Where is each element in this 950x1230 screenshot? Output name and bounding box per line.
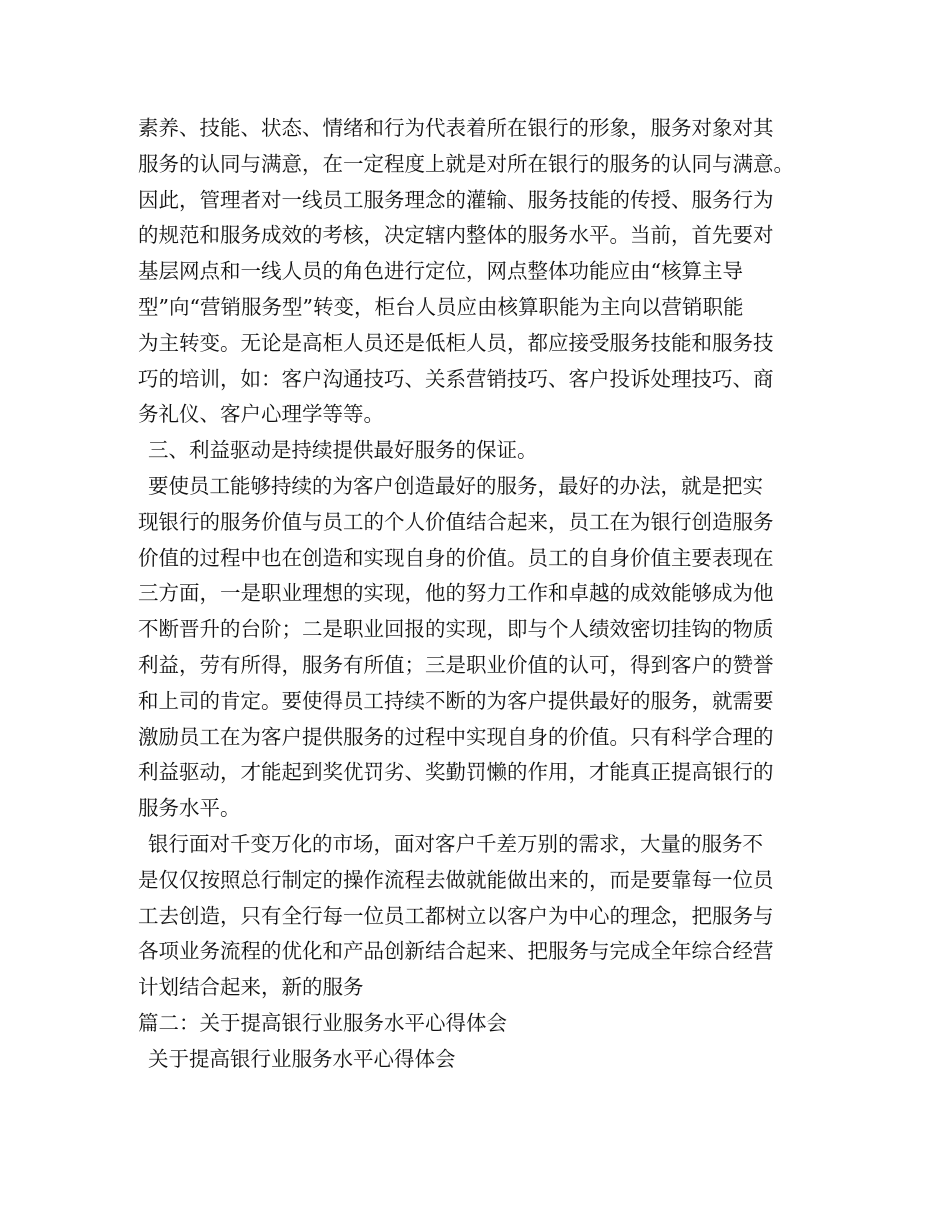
text-line: 巧的培训，如：客户沟通技巧、关系营销技巧、客户投诉处理技巧、商 bbox=[138, 366, 774, 391]
section-heading: 三、利益驱动是持续提供最好服务的保证。 bbox=[148, 438, 538, 463]
text-line: 服务的认同与满意，在一定程度上就是对所在银行的服务的认同与满意。 bbox=[138, 151, 794, 176]
text-line: 的规范和服务成效的考核，决定辖内整体的服务水平。当前，首先要对 bbox=[138, 223, 774, 248]
paragraph-start-line: 银行面对千变万化的市场，面对客户千差万别的需求，大量的服务不 bbox=[148, 831, 763, 856]
text-line: 现银行的服务价值与员工的个人价值结合起来，员工在为银行创造服务 bbox=[138, 509, 774, 534]
text-line: 为主转变。无论是高柜人员还是低柜人员，都应接受服务技能和服务技 bbox=[138, 330, 774, 355]
text-line: 务礼仪、客户心理学等等。 bbox=[138, 402, 384, 427]
text-line: 价值的过程中也在创造和实现自身的价值。员工的自身价值主要表现在 bbox=[138, 545, 774, 570]
chapter-heading: 篇二：关于提高银行业服务水平心得体会 bbox=[138, 1010, 507, 1035]
text-line: 是仅仅按照总行制定的操作流程去做就能做出来的，而是要靠每一位员 bbox=[138, 867, 774, 892]
text-line: 利益驱动，才能起到奖优罚劣、奖勤罚懒的作用，才能真正提高银行的 bbox=[138, 760, 774, 785]
text-line: 不断晋升的台阶；二是职业回报的实现，即与个人绩效密切挂钩的物质 bbox=[138, 617, 774, 642]
text-line: 因此，管理者对一线员工服务理念的灌输、服务技能的传授、服务行为 bbox=[138, 187, 774, 212]
document-body bbox=[138, 111, 838, 1078]
paragraph-start-line: 要使员工能够持续的为客户创造最好的服务，最好的办法，就是把实 bbox=[148, 473, 763, 498]
text-line: 基层网点和一线人员的角色进行定位，网点整体功能应由“核算主导 bbox=[138, 259, 743, 284]
text-line: 服务水平。 bbox=[138, 796, 241, 821]
text-line: 计划结合起来，新的服务 bbox=[138, 975, 364, 1000]
text-line: 利益，劳有所得，服务有所值；三是职业价值的认可，得到客户的赞誉 bbox=[138, 652, 774, 677]
text-line: 型”向“营销服务型”转变，柜台人员应由核算职能为主向以营销职能 bbox=[138, 294, 744, 319]
text-line: 三方面，一是职业理想的实现，他的努力工作和卓越的成效能够成为他 bbox=[138, 581, 774, 606]
text-line: 工去创造，只有全行每一位员工都树立以客户为中心的理念，把服务与 bbox=[138, 903, 774, 928]
text-line: 激励员工在为客户提供服务的过程中实现自身的价值。只有科学合理的 bbox=[138, 724, 774, 749]
text-line: 和上司的肯定。要使得员工持续不断的为客户提供最好的服务，就需要 bbox=[138, 688, 774, 713]
text-line: 各项业务流程的优化和产品创新结合起来、把服务与完成全年综合经营 bbox=[138, 939, 774, 964]
article-title: 关于提高银行业服务水平心得体会 bbox=[148, 1046, 456, 1071]
text-line: 素养、技能、状态、情绪和行为代表着所在银行的形象，服务对象对其 bbox=[138, 116, 774, 140]
